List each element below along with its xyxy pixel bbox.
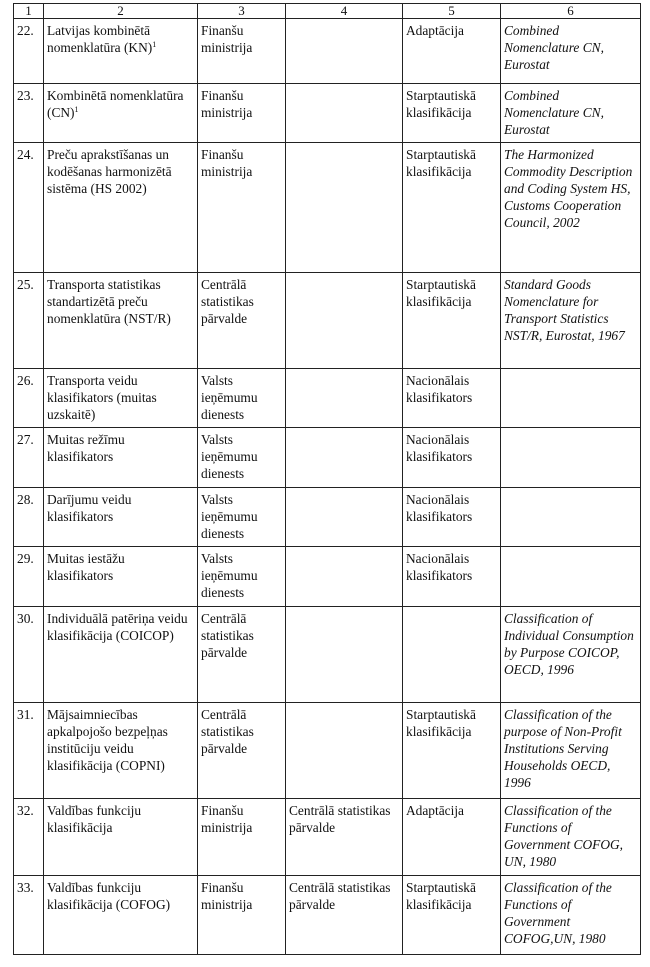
row-number: 30. (14, 607, 44, 703)
responsible-institution: Centrālā statistikas pārvalde (198, 273, 286, 369)
international-source: The Harmonized Commodity Description and Coding System HS, Customs Cooperation Council, 2002 (501, 143, 641, 273)
responsible-institution: Valsts ieņēmumu dienests (198, 369, 286, 428)
table-row (14, 799, 641, 876)
row-number: 31. (14, 703, 44, 799)
row-number: 24. (14, 143, 44, 273)
co-responsible-institution (286, 547, 403, 607)
table-row (14, 547, 641, 607)
table-row (14, 84, 641, 143)
classification-name: Valdības funkciju klasifikācija (44, 799, 198, 876)
co-responsible-institution (286, 488, 403, 547)
responsible-institution: Finanšu ministrija (198, 799, 286, 876)
row-number: 27. (14, 428, 44, 488)
column-header-5: 5 (403, 4, 501, 19)
classification-type: Nacionālais klasifikators (403, 547, 501, 607)
responsible-institution: Centrālā statistikas pārvalde (198, 703, 286, 799)
international-source: Standard Goods Nomenclature for Transport Statistics NST/R, Eurostat, 1967 (501, 273, 641, 369)
column-header-3: 3 (198, 4, 286, 19)
co-responsible-institution: Centrālā statistikas pārvalde (286, 799, 403, 876)
table-row (14, 488, 641, 547)
co-responsible-institution (286, 369, 403, 428)
responsible-institution: Finanšu ministrija (198, 143, 286, 273)
international-source (501, 428, 641, 488)
classification-table (13, 3, 641, 955)
table-row (14, 703, 641, 799)
column-header-4: 4 (286, 4, 403, 19)
international-source: Classification of the purpose of Non-Profit Institutions Serving Households OECD, 1996 (501, 703, 641, 799)
classification-type: Starptautiskā klasifikācija (403, 273, 501, 369)
international-source: Combined Nomenclature CN, Eurostat (501, 84, 641, 143)
classification-type: Nacionālais klasifikators (403, 369, 501, 428)
row-number: 29. (14, 547, 44, 607)
classification-name: Mājsaimniecības apkalpojošo bezpeļņas institūciju veidu klasifikācija (COPNI) (44, 703, 198, 799)
international-source (501, 547, 641, 607)
column-header-1: 1 (14, 4, 44, 19)
co-responsible-institution: Centrālā statistikas pārvalde (286, 876, 403, 955)
column-header-2: 2 (44, 4, 198, 19)
international-source: Classification of the Functions of Government COFOG,UN, 1980 (501, 876, 641, 955)
classification-name: Muitas režīmu klasifikators (44, 428, 198, 488)
international-source (501, 488, 641, 547)
co-responsible-institution (286, 143, 403, 273)
classification-name: Latvijas kombinētā nomenklatūra (KN)$^1$ (44, 19, 198, 84)
table-row (14, 143, 641, 273)
row-number: 22. (14, 19, 44, 84)
column-header-6: 6 (501, 4, 641, 19)
co-responsible-institution (286, 84, 403, 143)
classification-name: Transporta statistikas standartizētā preču nomenklatūra (NST/R) (44, 273, 198, 369)
classification-name: Kombinētā nomenklatūra (CN)$^1$ (44, 84, 198, 143)
responsible-institution: Finanšu ministrija (198, 84, 286, 143)
classification-name: Valdības funkciju klasifikācija (COFOG) (44, 876, 198, 955)
classification-type: Nacionālais klasifikators (403, 488, 501, 547)
co-responsible-institution (286, 428, 403, 488)
responsible-institution: Centrālā statistikas pārvalde (198, 607, 286, 703)
classification-type: Starptautiskā klasifikācija (403, 703, 501, 799)
classification-name: Individuālā patēriņa veidu klasifikācija (COICOP) (44, 607, 198, 703)
table-row (14, 19, 641, 84)
classification-name: Preču aprakstīšanas un kodēšanas harmonizētā sistēma (HS 2002) (44, 143, 198, 273)
classification-type: Starptautiskā klasifikācija (403, 876, 501, 955)
table-row (14, 369, 641, 428)
international-source: Combined Nomenclature CN, Eurostat (501, 19, 641, 84)
responsible-institution: Valsts ieņēmumu dienests (198, 488, 286, 547)
row-number: 26. (14, 369, 44, 428)
row-number: 28. (14, 488, 44, 547)
international-source: Classification of Individual Consumption by Purpose COICOP, OECD, 1996 (501, 607, 641, 703)
footnote-mark: 1 (74, 105, 79, 114)
table-row (14, 607, 641, 703)
classification-name: Muitas iestāžu klasifikators (44, 547, 198, 607)
responsible-institution: Valsts ieņēmumu dienests (198, 428, 286, 488)
co-responsible-institution (286, 607, 403, 703)
table-row (14, 273, 641, 369)
international-source (501, 369, 641, 428)
footnote-mark: 1 (152, 40, 157, 49)
co-responsible-institution (286, 19, 403, 84)
classification-type: Adaptācija (403, 19, 501, 84)
international-source: Classification of the Functions of Government COFOG, UN, 1980 (501, 799, 641, 876)
classification-name: Darījumu veidu klasifikators (44, 488, 198, 547)
classification-type (403, 607, 501, 703)
classification-type: Nacionālais klasifikators (403, 428, 501, 488)
responsible-institution: Valsts ieņēmumu dienests (198, 547, 286, 607)
responsible-institution: Finanšu ministrija (198, 19, 286, 84)
responsible-institution: Finanšu ministrija (198, 876, 286, 955)
header-row (14, 4, 641, 19)
classification-type: Starptautiskā klasifikācija (403, 84, 501, 143)
classification-name: Transporta veidu klasifikators (muitas uzskaitē) (44, 369, 198, 428)
row-number: 25. (14, 273, 44, 369)
table-row (14, 876, 641, 955)
row-number: 32. (14, 799, 44, 876)
table-row (14, 428, 641, 488)
co-responsible-institution (286, 703, 403, 799)
row-number: 23. (14, 84, 44, 143)
co-responsible-institution (286, 273, 403, 369)
classification-type: Starptautiskā klasifikācija (403, 143, 501, 273)
classification-type: Adaptācija (403, 799, 501, 876)
row-number: 33. (14, 876, 44, 955)
